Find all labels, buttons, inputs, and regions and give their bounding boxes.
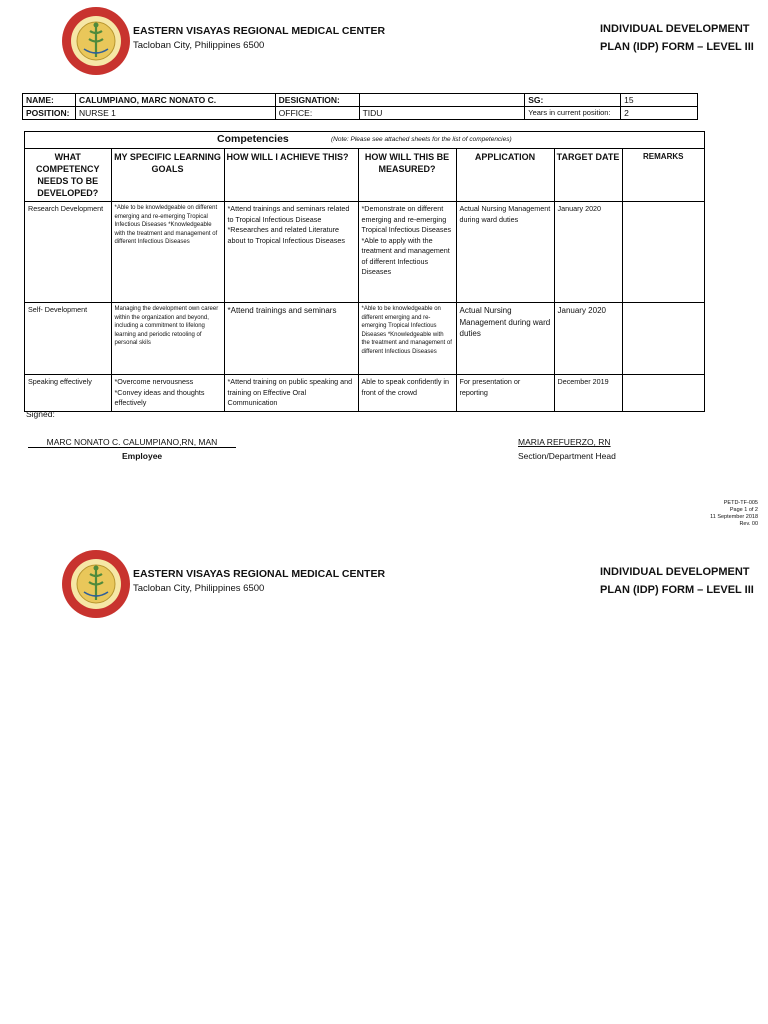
employee-info-table — [22, 93, 698, 120]
cell-remarks — [622, 202, 704, 303]
head-name: MARIA REFUERZO, RN — [518, 437, 611, 447]
hospital-address: Tacloban City, Philippines 6500 — [133, 40, 265, 51]
form-title-line1: INDIVIDUAL DEVELOPMENT — [600, 23, 750, 35]
form-title-line1: INDIVIDUAL DEVELOPMENT — [600, 566, 750, 578]
col-header-remarks: REMARKS — [622, 149, 704, 202]
cell-competency: Self- Development — [25, 303, 111, 375]
employee-role: Employee — [122, 451, 163, 461]
signed-label: Signed: — [26, 409, 55, 419]
col-header-measured: HOW WILL THIS BE MEASURED? — [358, 149, 456, 202]
col-header-goals: MY SPECIFIC LEARNING GOALS — [111, 149, 224, 202]
cell-goals: *Able to be knowledgeable on different emerging and re-emerging Tropical Infectious Diseases *Knowledgeable with the treatment and management of different Infectious Diseases — [111, 202, 224, 303]
cell-application: For presentation or reporting — [456, 375, 554, 411]
cell-achieve: *Attend training on public speaking and training on Effective Oral Communication — [224, 375, 358, 411]
competencies-header — [25, 132, 704, 149]
cell-goals: Managing the development own career within the organization and beyond, including a commitment to lifelong learning and periodic retooling of personal skils — [111, 303, 224, 375]
cell-achieve: *Attend trainings and seminars related to Tropical Infectious Disease *Researches and related Literature about to Tropical Infectious Diseases — [224, 202, 358, 303]
form-code: PETD-TF-005 — [723, 500, 758, 506]
competencies-title: Competencies — [217, 133, 289, 145]
competencies-section — [24, 131, 705, 412]
form-page: Page 1 of 2 — [729, 507, 758, 513]
form-rev: Rev. 00 — [739, 521, 758, 527]
hospital-name: EASTERN VISAYAS REGIONAL MEDICAL CENTER — [133, 568, 386, 580]
hospital-name: EASTERN VISAYAS REGIONAL MEDICAL CENTER — [133, 25, 386, 37]
cell-achieve: *Attend trainings and seminars — [224, 303, 358, 375]
head-role: Section/Department Head — [518, 451, 616, 461]
office-label: OFFICE: — [275, 107, 359, 120]
cell-target: January 2020 — [554, 303, 622, 375]
table-row — [25, 375, 704, 411]
name-label: NAME: — [23, 94, 76, 107]
cell-remarks — [622, 375, 704, 411]
hospital-address: Tacloban City, Philippines 6500 — [133, 583, 265, 594]
cell-competency: Speaking effectively — [25, 375, 111, 411]
competencies-table — [25, 149, 704, 411]
table-row — [25, 202, 704, 303]
sg-label: SG: — [525, 94, 621, 107]
cell-measured: *Able to be knowledgeable on different emerging and re-emerging Tropical Infectious Diseases *Knowledgeable with the treatment and management of different Infectious Diseases — [358, 303, 456, 375]
form-title — [600, 563, 754, 599]
form-title-line2: PLAN (IDP) FORM – LEVEL III — [600, 41, 754, 53]
col-header-target: TARGET DATE — [554, 149, 622, 202]
form-title-line2: PLAN (IDP) FORM – LEVEL III — [600, 584, 754, 596]
cell-competency: Research Development — [25, 202, 111, 303]
office-value: TIDU — [359, 107, 525, 120]
form-reference — [710, 500, 758, 528]
cell-target: December 2019 — [554, 375, 622, 411]
table-row — [25, 303, 704, 375]
position-value: NURSE 1 — [75, 107, 275, 120]
cell-application: Actual Nursing Management during ward duties — [456, 202, 554, 303]
designation-value — [359, 94, 525, 107]
hospital-logo — [60, 5, 132, 77]
employee-name: MARC NONATO C. CALUMPIANO,RN, MAN — [28, 437, 236, 448]
cell-remarks — [622, 303, 704, 375]
form-title — [600, 20, 754, 56]
designation-label: DESIGNATION: — [275, 94, 359, 107]
name-value: CALUMPIANO, MARC NONATO C. — [75, 94, 275, 107]
position-label: POSITION: — [23, 107, 76, 120]
cell-application: Actual Nursing Management during ward duties — [456, 303, 554, 375]
col-header-competency: WHAT COMPETENCY NEEDS TO BE DEVELOPED? — [25, 149, 111, 202]
sg-value: 15 — [621, 94, 698, 107]
years-value: 2 — [621, 107, 698, 120]
competencies-note: (Note: Please see attached sheets for the list of competencies) — [331, 136, 512, 143]
cell-measured: Able to speak confidently in front of the crowd — [358, 375, 456, 411]
years-label: Years in current position: — [525, 107, 621, 120]
form-date: 11 September 2018 — [710, 514, 758, 520]
cell-goals: *Overcome nervousness *Convey ideas and thoughts effectively — [111, 375, 224, 411]
hospital-logo — [60, 548, 132, 620]
cell-measured: *Demonstrate on different emerging and re-emerging Tropical Infectious Diseases *Able to apply with the treatment and management of different Infectious Diseases — [358, 202, 456, 303]
cell-target: January 2020 — [554, 202, 622, 303]
col-header-achieve: HOW WILL I ACHIEVE THIS? — [224, 149, 358, 202]
col-header-application: APPLICATION — [456, 149, 554, 202]
